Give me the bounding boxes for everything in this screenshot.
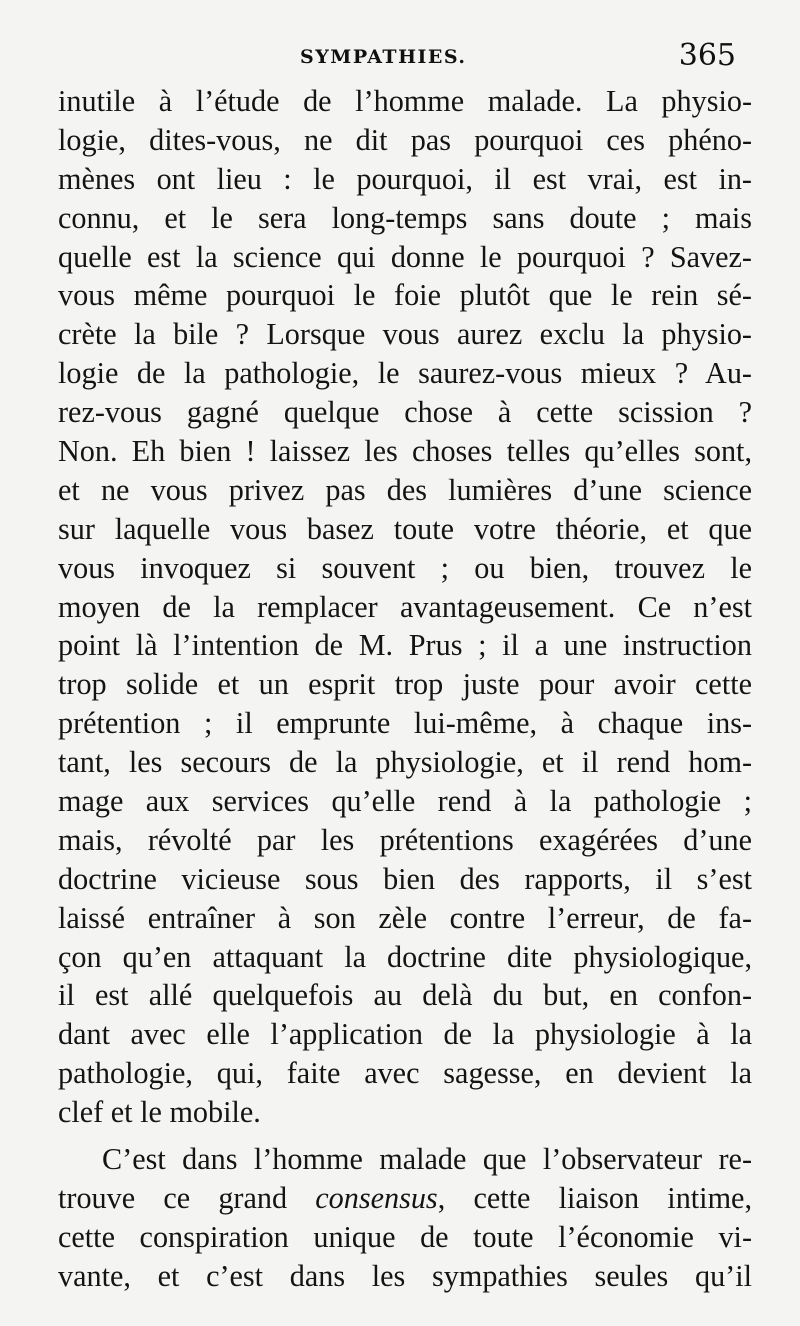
text-line: logie, dites-vous, ne dit pas pourquoi ces phéno- — [58, 122, 752, 157]
text-line: vous invoquez si souvent ; ou bien, trouvez le — [58, 550, 752, 585]
text-line: crète la bile ? Lorsque vous aurez exclu la physio- — [58, 317, 752, 352]
text-line: connu, et le sera long-temps sans doute ; mais — [58, 200, 752, 235]
text-line: cette conspiration unique de toute l’économie vi- — [58, 1219, 752, 1254]
text-line: il est allé quelquefois au delà du but, en confon- — [58, 978, 752, 1013]
text-line: dant avec elle l’application de la physiologie à la — [58, 1017, 752, 1052]
paragraph-2 — [58, 1140, 752, 1296]
paragraph-1 — [58, 82, 752, 1132]
page-header — [0, 38, 800, 78]
text-line: moyen de la remplacer avantageusement. Ce n’est — [58, 589, 752, 624]
text-line: mais, révolté par les prétentions exagérées d’une — [58, 822, 752, 857]
text-line: logie de la pathologie, le saurez-vous mieux ? Au- — [58, 356, 752, 391]
text-line: pathologie, qui, faite avec sagesse, en devient la — [58, 1056, 752, 1091]
text-line: vous même pourquoi le foie plutôt que le rein sé- — [58, 278, 752, 313]
text-line: sur laquelle vous basez toute votre théorie, et que — [58, 511, 752, 546]
text-line: point là l’intention de M. Prus ; il a une instruction — [58, 628, 752, 663]
text-line: rez-vous gagné quelque chose à cette scission ? — [58, 395, 752, 430]
paragraph-gap — [58, 1132, 752, 1140]
text-line: quelle est la science qui donne le pourquoi ? Savez- — [58, 239, 752, 274]
body-text — [58, 82, 752, 1296]
text-line: inutile à l’étude de l’homme malade. La physio- — [58, 84, 752, 118]
text-line: Non. Eh bien ! laissez les choses telles qu’elles sont, — [58, 434, 752, 469]
text-line — [58, 1179, 752, 1218]
text-line: clef et le mobile. — [58, 1095, 261, 1130]
text-line: trop solide et un esprit trop juste pour avoir cette — [58, 667, 752, 702]
text-line: mage aux services qu’elle rend à la pathologie ; — [58, 784, 752, 819]
running-title: SYMPATHIES. — [300, 46, 467, 68]
text-fragment: , cette liaison intime, — [437, 1180, 752, 1215]
page-number: 365 — [678, 38, 736, 73]
text-line: et ne vous privez pas des lumières d’une science — [58, 472, 752, 507]
text-line: doctrine vicieuse sous bien des rapports, il s’est — [58, 861, 752, 896]
text-line: tant, les secours de la physiologie, et il rend hom- — [58, 745, 752, 780]
italic-term: consensus — [315, 1180, 438, 1215]
text-line: mènes ont lieu : le pourquoi, il est vrai, est in- — [58, 161, 752, 196]
text-line: çon qu’en attaquant la doctrine dite physiologique, — [58, 939, 752, 974]
text-fragment: trouve ce grand — [58, 1180, 316, 1215]
text-line: C’est dans l’homme malade que l’observateur re- — [102, 1142, 752, 1177]
text-line: vante, et c’est dans les sympathies seules qu’il — [58, 1258, 752, 1293]
text-line: prétention ; il emprunte lui-même, à chaque ins- — [58, 706, 752, 741]
text-line: laissé entraîner à son zèle contre l’erreur, de fa- — [58, 900, 752, 935]
